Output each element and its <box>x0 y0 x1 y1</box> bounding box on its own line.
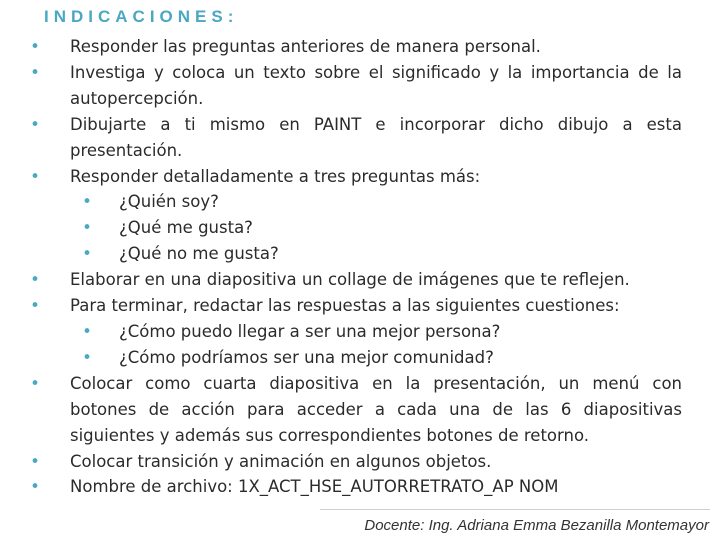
instruction-item <box>28 293 682 371</box>
instruction-item <box>28 112 682 164</box>
bullet-icon: • <box>82 218 92 238</box>
bullet-icon: • <box>82 244 92 264</box>
bullet-icon: • <box>30 451 40 471</box>
sub-question-list <box>70 189 682 267</box>
instruction-item <box>28 34 682 60</box>
sub-question-item <box>70 215 682 241</box>
sub-question-text: ¿Qué me gusta? <box>119 218 253 238</box>
instruction-item <box>28 474 682 500</box>
bullet-icon: • <box>30 114 40 134</box>
bullet-icon: • <box>30 62 40 82</box>
bullet-icon: • <box>30 373 40 393</box>
sub-question-text: ¿Quién soy? <box>119 192 219 212</box>
instruction-text: Para terminar, redactar las respuestas a las siguientes cuestiones: <box>70 296 620 316</box>
instruction-text: Investiga y coloca un texto sobre el significado y la importancia de la autopercepción. <box>70 62 682 108</box>
instruction-text: Responder detalladamente a tres preguntas más: <box>70 166 481 186</box>
page-title: INDICACIONES: <box>44 7 239 26</box>
bullet-icon: • <box>30 270 40 290</box>
instruction-text: Responder las preguntas anteriores de manera personal. <box>70 37 541 56</box>
bullet-icon: • <box>82 321 92 341</box>
instruction-text: Colocar transición y animación en algunos objetos. <box>70 451 492 471</box>
bullet-icon: • <box>82 192 92 212</box>
instruction-item <box>28 60 682 112</box>
sub-question-item <box>70 319 682 345</box>
instruction-text: Colocar como cuarta diapositiva en la presentación, un menú con botones de acción para acceder a cada una de las 6 diapositivas siguientes y además sus correspondientes botones de retorno. <box>70 373 682 445</box>
instruction-item <box>28 267 682 293</box>
sub-question-item <box>70 241 682 267</box>
sub-question-text: ¿Cómo puedo llegar a ser una mejor persona? <box>119 321 501 341</box>
bullet-icon: • <box>30 296 40 316</box>
instructions-list <box>28 34 682 500</box>
sub-question-item <box>70 345 682 371</box>
sub-question-item <box>70 189 682 215</box>
teacher-credit: Docente: Ing. Adriana Emma Bezanilla Montemayor <box>364 517 709 534</box>
instruction-item <box>28 449 682 475</box>
instruction-text: Elaborar en una diapositiva un collage de imágenes que te reflejen. <box>70 270 630 290</box>
sub-question-text: ¿Cómo podríamos ser una mejor comunidad? <box>119 347 494 367</box>
instruction-text: Dibujarte a ti mismo en PAINT e incorporar dicho dibujo a esta presentación. <box>70 114 682 160</box>
sub-question-list <box>70 319 682 371</box>
footer-divider <box>320 509 710 510</box>
instruction-item <box>28 371 682 449</box>
sub-question-text: ¿Qué no me gusta? <box>119 244 279 264</box>
bullet-icon: • <box>30 37 40 56</box>
bullet-icon: • <box>30 166 40 186</box>
instruction-item <box>28 164 682 268</box>
bullet-icon: • <box>30 477 40 497</box>
instruction-text: Nombre de archivo: 1X_ACT_HSE_AUTORRETRATO_AP NOM <box>70 477 559 497</box>
bullet-icon: • <box>82 347 92 367</box>
